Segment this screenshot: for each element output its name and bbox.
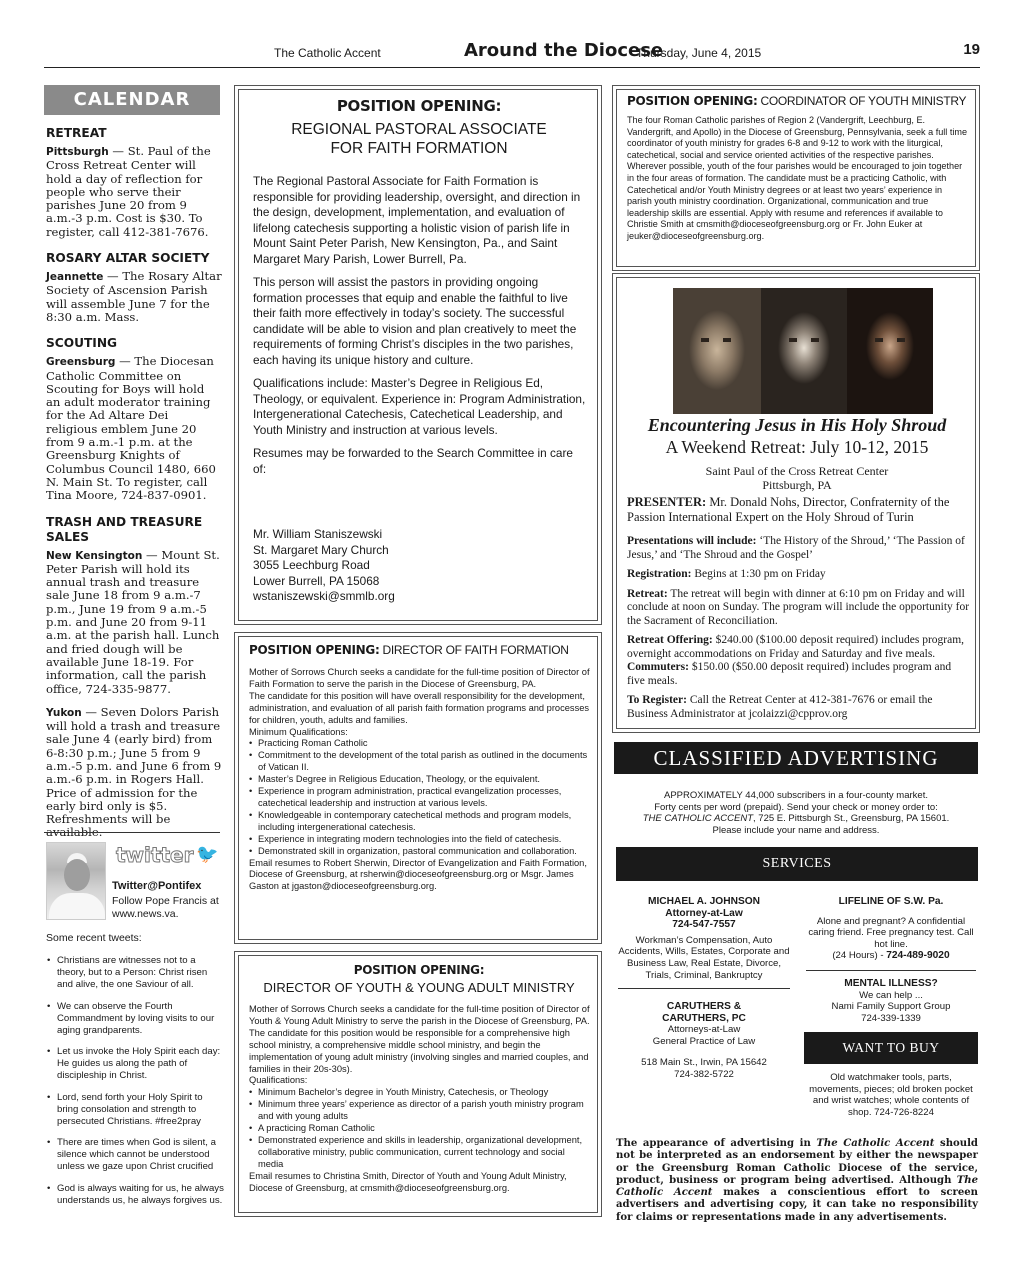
services-banner: SERVICES	[616, 847, 978, 881]
page-number: 19	[963, 41, 980, 58]
ad-johnson-attorney: MICHAEL A. JOHNSON Attorney-at-Law 724-547-7557 Workman’s Compensation, Auto Accidents, Wills, Estates, Corporate and Business Law, Real Estate, Divorce, Trials, Criminal, Bankruptcy	[618, 896, 790, 981]
tweet: • We can observe the Fourth Commandment by loving visits to our aging grandparents.	[46, 1001, 224, 1037]
calendar-item: Pittsburgh — St. Paul of the Cross Retreat Center will hold a day of reflection for people who serve their parishes June 20 from 9 a.m.-3 p.m. Cost is $30. To register, call 412-381-7676.	[46, 144, 211, 239]
position-title: POSITION OPENING: DIRECTOR OF FAITH FORMATION	[249, 643, 569, 657]
contact-email: wstaniszewski@smmlb.org	[253, 589, 395, 603]
list-item: • Demonstrated skill in organization, pastoral communication and collaboration.	[249, 846, 591, 858]
ad-mental-illness: MENTAL ILLNESS? We can help ... Nami Family Support Group 724-339-1339	[831, 978, 951, 1024]
recent-tweets-label: Some recent tweets:	[46, 932, 142, 944]
divider	[806, 970, 976, 971]
page-header	[44, 38, 980, 68]
position-title: POSITION OPENING:	[353, 963, 485, 977]
divider	[618, 988, 790, 989]
calendar-item: Jeannette — The Rosary Altar Society of Ascension Parish will assemble June 7 for the 8:30 a.m. Mass.	[46, 269, 222, 324]
calendar-heading-rosary: ROSARY ALTAR SOCIETY	[46, 251, 210, 266]
position-description: The Regional Pastoral Associate for Faith Formation is responsible for providing leadership, oversight, and direction in the design, development, implementation, and evaluation of lifelong catechesis supporting a holistic vision of parish life in Mount Saint Peter Parish, New Kensington, Pa., and Saint Margaret Mary Parish, Lower Burrell, Pa. This person will assist the pastors in providing ongoing formation processes that equip and enable the faithful to live their faith more effectively in today’s society. The successful candidate will be able to vision and plan creatively to meet the requirements of forming Christ’s disciples in the two parishes, each having its unique history and culture. Qualifications include: Master’s Degree in Religious Ed, Theology, or equivalent. Experience in: Program Administration, Intergenerational Catechesis, Catechetical Leadership, and Youth Ministry and instruction at various levels. Resumes may be forwarded to the Search Committee in care of:	[253, 174, 586, 476]
list-item: • Minimum three years’ experience as director of a parish youth ministry program and with young adults	[249, 1099, 591, 1123]
tweet: • Let us invoke the Holy Spirit each day: He guides us along the path of discipleship in Christ.	[46, 1046, 224, 1082]
calendar-heading-retreat: RETREAT	[46, 126, 107, 140]
tweet-list	[46, 955, 224, 1216]
qualification-list	[249, 1087, 591, 1170]
retreat-subtitle: A Weekend Retreat: July 10-12, 2015	[665, 437, 929, 457]
retreat-presenter: PRESENTER: Mr. Donald Nohs, Director, Confraternity of the Passion International Expert on the Holy Shroud of Turin	[627, 495, 950, 524]
shroud-negative-image	[761, 288, 847, 414]
list-item: • Experience in program administration, practical evangelization processes, catechetical leadership and instruction at various levels.	[249, 786, 591, 810]
list-item: • A practicing Roman Catholic	[249, 1123, 591, 1135]
list-item: • Commitment to the development of the total parish as outlined in the documents of Vatican II.	[249, 750, 591, 774]
classified-info: APPROXIMATELY 44,000 subscribers in a four-county market. Forty cents per word (prepaid). Send your check or money order to: THE CATHOLIC ACCENT, 725 E. Pittsburgh St., Greensburg, PA 15601. Please include your name and address.	[642, 790, 950, 836]
list-item: • Demonstrated experience and skills in leadership, organizational development, collaborative ministry, public communication, current technology and social media	[249, 1135, 591, 1171]
position-subtitle: DIRECTOR OF YOUTH & YOUNG ADULT MINISTRY	[263, 980, 575, 995]
retreat-title: Encountering Jesus in His Holy Shroud	[647, 415, 947, 435]
calendar-item: Greensburg — The Diocesan Catholic Committee on Scouting for Boys will hold an adult moderator training for the Ad Altare Dei religious emblem June 20 from 9 a.m.-1 p.m. at the Greensburg Knights of Columbus Council 1480, 660 N. Main St. To register, call Tina Moore, 724-837-0901.	[46, 354, 216, 503]
list-item: • Practicing Roman Catholic	[249, 738, 591, 750]
jesus-portrait-image	[847, 288, 933, 414]
pope-photo	[46, 842, 106, 920]
calendar-heading-trash: TRASH AND TREASURE SALES	[46, 514, 203, 544]
section-title: Around the Diocese	[464, 40, 664, 61]
position-description: Mother of Sorrows Church seeks a candidate for the full-time position of Director of Youth & Young Adult Ministry to serve the parish in the Diocese of Greensburg, PA. The candidate for this position would be responsible for a comprehensive high school ministry, a comprehensive middle school ministry, and begin the implementation of young adult ministry (involving singles and married couples, and families in their 20s-30s). Qualifications: • Minimum Bachelor’s degree in Youth Ministry, Catechesis, or Theology • Minimum three years’ experience as director of a parish youth ministry program and with young adults • A practicing Roman Catholic • Demonstrated experience and skills in leadership, organizational development, collaborative ministry, public communication, current technology and social media Email resumes to Christina Smith, Director of Youth and Young Adult Ministry, Diocese of Greensburg, at cmsmith@dioceseofgreensburg.org.	[249, 1004, 591, 1195]
twitter-logo: twitter	[116, 843, 194, 867]
position-opening-regional-associate	[234, 85, 602, 625]
divider	[44, 832, 220, 833]
bird-icon: 🐦	[196, 844, 219, 864]
list-item: • Experience in integrating modern technologies into the field of catechesis.	[249, 834, 591, 846]
classified-banner: CLASSIFIED ADVERTISING	[614, 742, 978, 774]
calendar-item: Yukon — Seven Dolors Parish will hold a trash and treasure sale June 4 (early bird) from 6-8:30 p.m.; June 5 from 9 a.m.-5 p.m. and June 6 from 9 a.m.-6 p.m. in Rogers Hall. Price of admission for the early bird only is $5. Refreshments will be available.	[46, 704, 222, 840]
calendar-column	[46, 126, 222, 850]
ad-want-to-buy: Old watchmaker tools, parts, movements, pieces; old broken pocket and wrist watches; whole contents of shop. 724-726-8224	[809, 1072, 973, 1118]
calendar-heading-scouting: SCOUTING	[46, 336, 118, 351]
list-item: • Minimum Bachelor’s degree in Youth Ministry, Catechesis, or Theology	[249, 1087, 591, 1099]
issue-date: Thursday, June 4, 2015	[636, 46, 762, 60]
position-description: The four Roman Catholic parishes of Region 2 (Vandergrift, Leechburg, E. Vandergrift, and Apollo) in the Diocese of Greensburg, Pennsylvania, seek a full time coordinator of youth ministry for grades 6-8 and 9-12 to work with the liturgical, catechetical, social and service oriented activities of the respective parishes. Wherever possible, youth of the four parishes would be encouraged to join together in the four areas of formation. The candidate must be a practicing Catholic, with Catechetical and/or Youth Ministry degrees or at least two years’ experience in parish youth ministry coordination. Organizational, communication and true leadership skills are essential. Apply with resume and references if available to Christie Smith at cmsmith@dioceseofgreensburg.org or Fr. John Euker at jeuker@dioceseofgreensburg.org.	[627, 115, 968, 241]
position-opening-youth-young-adult	[234, 951, 602, 1217]
list-item: • Knowledgeable in contemporary catechetical methods and program models, including intergenerational catechesis.	[249, 810, 591, 834]
calendar-banner: CALENDAR	[44, 85, 220, 115]
list-item: • Master’s Degree in Religious Education, Theology, or the equivalent.	[249, 774, 591, 786]
shroud-image	[673, 288, 933, 414]
ad-caruthers-attorneys: CARUTHERS & CARUTHERS, PC Attorneys-at-Law General Practice of Law 518 Main St., Irwin, PA 15642 724-382-5722	[641, 1001, 767, 1080]
want-to-buy-banner: WANT TO BUY	[804, 1032, 978, 1064]
position-description: Mother of Sorrows Church seeks a candidate for the full-time position of Director of Faith Formation to serve the parish in the Diocese of Greensburg, PA. The candidate for this position will have overall responsibility for the development, administration, and evaluation of all parish faith formation programs and processes for children, youth, adults and families. Minimum Qualifications: • Practicing Roman Catholic • Commitment to the development of the total parish as outlined in the documents of Vatican II. • Master’s Degree in Religious Education, Theology, or the equivalent. • Experience in program administration, practical evangelization processes, catechetical leadership and instruction at various levels. • Knowledgeable in contemporary catechetical methods and program models, including intergenerational catechesis. • Experience in integrating modern technologies into the field of catechesis. • Demonstrated skill in organization, pastoral communication and collaboration. Email resumes to Robert Sherwin, Director of Evangelization and Faith Formation, Diocese of Greensburg, at rsherwin@dioceseofgreensburg.org or Msgr. James Gaston at jgaston@dioceseofgreensburg.org.	[249, 667, 591, 893]
tweet: • Christians are witnesses not to a theory, but to a Person: Christ risen and alive, the one Saviour of all.	[46, 955, 224, 991]
shroud-face-image	[673, 288, 761, 414]
position-title: POSITION OPENING:	[336, 97, 502, 115]
calendar-item: New Kensington — Mount St. Peter Parish will hold its annual trash and treasure sale June 18 from 9 a.m.-7 p.m., June 19 from 9 a.m.-5 p.m. and June 20 from 9-11 a.m. at the parish hall. Lunch and fried dough will be available June 18-19. For information, call the parish office, 724-335-9877.	[46, 547, 220, 696]
publication-name: The Catholic Accent	[274, 46, 381, 60]
position-opening-faith-formation	[234, 632, 602, 944]
twitter-handle: Twitter@Pontifex	[112, 880, 202, 892]
retreat-details: Presentations will include: ‘The History of the Shroud,’ ‘The Passion of Jesus,’ and ‘The Shroud and the Gospel’ Registration: Begins at 1:30 pm on Friday Retreat: The retreat will begin with dinner at 6:10 pm on Friday and will conclude at noon on Sunday. The program will include the opportunity for the Sacrament of Reconciliation. Retreat Offering: $240.00 ($100.00 deposit required) includes program, overnight accommodations on Friday and Saturday and five meals. Commuters: $150.00 ($50.00 deposit required) includes program and five meals. To Register: Call the Retreat Center at 412-381-7676 or email the Business Administrator at jcolaizzi@cpprov.org	[627, 535, 970, 720]
advertising-disclaimer: The appearance of advertising in The Catholic Accent should not be interpreted as an endorsement by either the newspaper or the Greensburg Roman Catholic Diocese of the service, product, business or program being advertised. Although The Catholic Accent makes a conscientious effort to screen advertisers and advertising copy, it can take no responsibility for claims or representations made in any advertisements.	[616, 1138, 978, 1223]
position-title: POSITION OPENING: COORDINATOR OF YOUTH MINISTRY	[627, 94, 967, 108]
position-opening-youth-coordinator	[612, 85, 980, 271]
twitter-follow-text: Follow Pope Francis at www.news.va.	[112, 895, 219, 920]
ad-lifeline: LIFELINE OF S.W. Pa. Alone and pregnant? A confidential caring friend. Free pregnancy test. Call hot line. (24 Hours) - 724-489-9020	[808, 896, 974, 962]
tweet: • God is always waiting for us, he always understands us, he always forgives us.	[46, 1183, 224, 1207]
qualification-list	[249, 738, 591, 857]
tweet: • There are times when God is silent, a silence which cannot be understood unless we gaze upon Christ crucified	[46, 1137, 224, 1173]
contact-address: Mr. William Staniszewski St. Margaret Mary Church 3055 Leechburg Road Lower Burrell, PA 15068 wstaniszewski@smmlb.org	[253, 527, 587, 605]
tweet: • Lord, send forth your Holy Spirit to bring consolation and strength to persecuted Christians. #free2pray	[46, 1092, 224, 1128]
position-subtitle: REGIONAL PASTORAL ASSOCIATE FOR FAITH FORMATION	[291, 121, 547, 157]
retreat-advertisement	[612, 273, 980, 733]
retreat-venue: Saint Paul of the Cross Retreat Center Pittsburgh, PA	[705, 464, 889, 492]
